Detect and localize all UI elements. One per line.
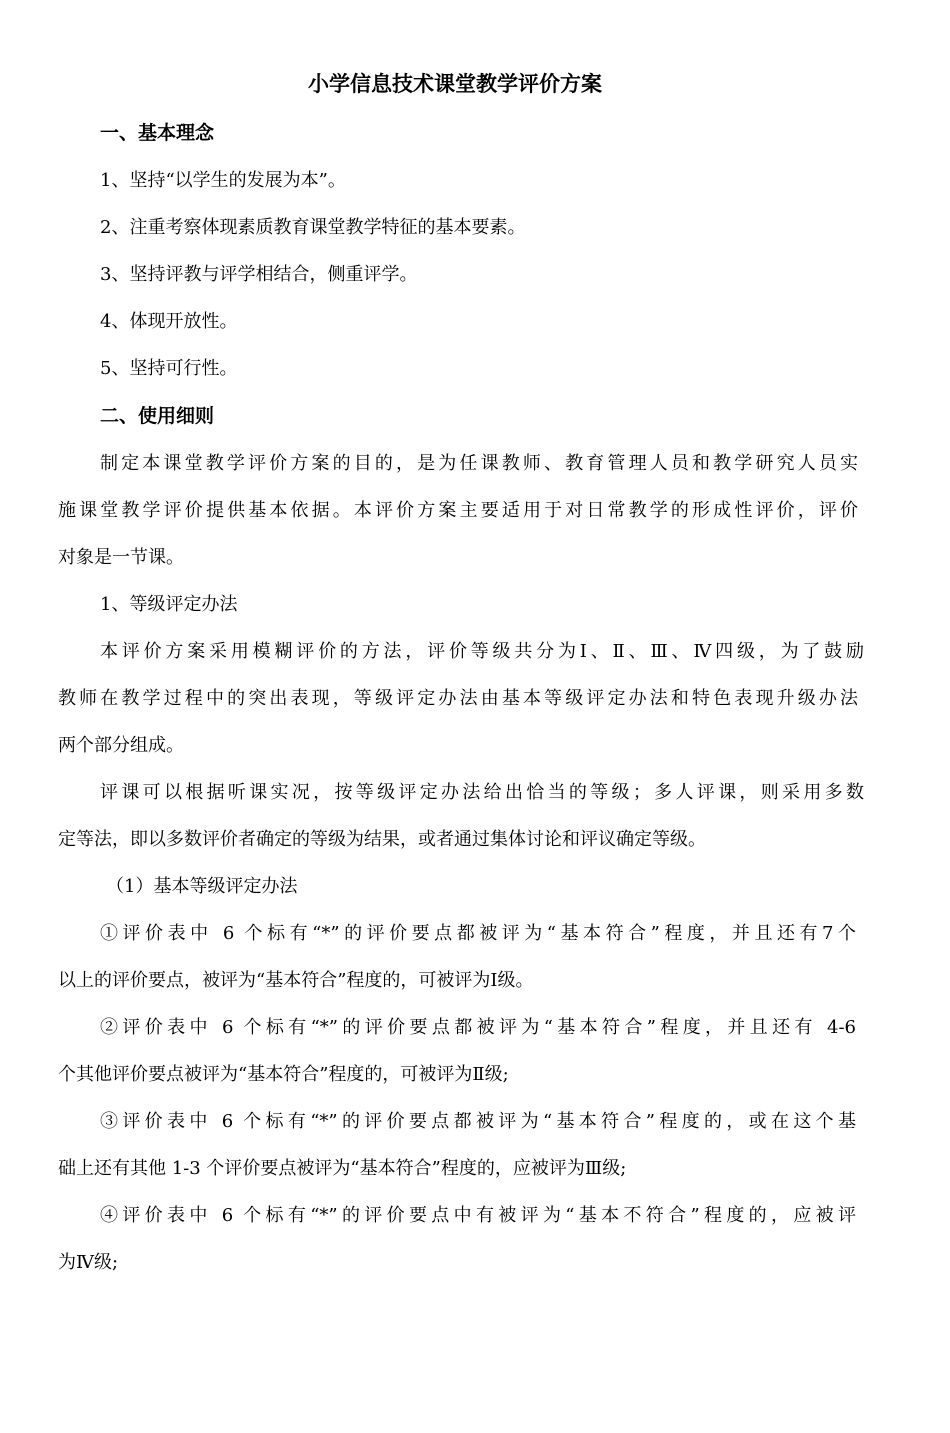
principle-item: 2、注重考察体现素质教育课堂教学特征的基本要素。	[100, 217, 526, 238]
paragraph-line: 对象是一节课。	[58, 547, 184, 568]
principle-item: 3、坚持评教与评学相结合，侧重评学。	[100, 264, 418, 285]
paragraph-line: 制定本课堂教学评价方案的目的，是为任课教师、教育管理人员和教学研究人员实	[100, 453, 858, 474]
rule-line: 为Ⅳ级;	[58, 1252, 119, 1273]
paragraph-line: 评课可以根据听课实况，按等级评定办法给出恰当的等级；多人评课，则采用多数	[100, 782, 864, 803]
paragraph-line: 教师在教学过程中的突出表现，等级评定办法由基本等级评定办法和特色表现升级办法	[58, 688, 858, 709]
rule-line: 以上的评价要点，被评为“基本符合”程度的，可被评为Ⅰ级。	[58, 970, 534, 991]
principle-item: 5、坚持可行性。	[100, 358, 238, 379]
section-heading-usage-rules: 二、使用细则	[100, 405, 215, 427]
rule-line: ③评价表中 6 个标有“*”的评价要点都被评为“基本符合”程度的，或在这个基	[100, 1111, 856, 1132]
paragraph-line: 本评价方案采用模糊评价的方法，评价等级共分为Ⅰ、Ⅱ、Ⅲ、Ⅳ四级，为了鼓励	[100, 641, 864, 662]
paragraph-line: 定等法，即以多数评价者确定的等级为结果，或者通过集体讨论和评议确定等级。	[58, 829, 706, 850]
rule-line: 础上还有其他 1-3 个评价要点被评为“基本符合”程度的，应被评为Ⅲ级;	[58, 1158, 627, 1179]
paragraph-line: 施课堂教学评价提供基本依据。本评价方案主要适用于对日常教学的形成性评价，评价	[58, 500, 858, 521]
subsection-heading: 1、等级评定办法	[100, 594, 238, 615]
paragraph-line: 两个部分组成。	[58, 735, 184, 756]
rule-line: ①评价表中 6 个标有“*”的评价要点都被评为“基本符合”程度，并且还有7个	[100, 923, 856, 944]
rule-line: ④评价表中 6 个标有“*”的评价要点中有被评为“基本不符合”程度的，应被评	[100, 1205, 856, 1226]
rule-line: ②评价表中 6 个标有“*”的评价要点都被评为“基本符合”程度，并且还有 4-6	[100, 1017, 856, 1038]
principle-item: 1、坚持“以学生的发展为本”。	[100, 170, 346, 191]
section-heading-basic-principles: 一、基本理念	[100, 122, 215, 144]
subsection-heading: （1）基本等级评定办法	[106, 876, 298, 897]
principle-item: 4、体现开放性。	[100, 311, 238, 332]
rule-line: 个其他评价要点被评为“基本符合”程度的，可被评为Ⅱ级;	[58, 1064, 509, 1085]
document-title: 小学信息技术课堂教学评价方案	[308, 72, 602, 96]
